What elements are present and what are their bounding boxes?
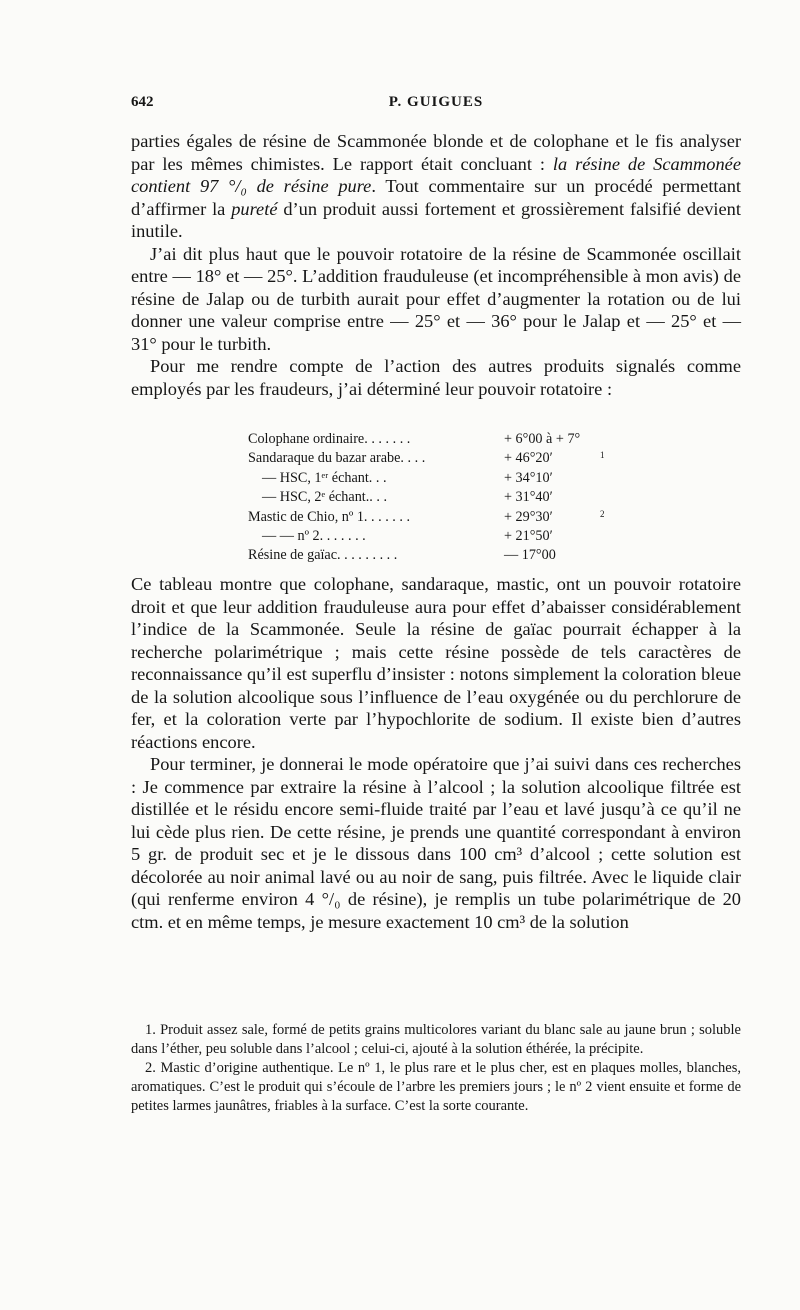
table-row	[248, 527, 668, 546]
footnote-2: 2. Mastic d’origine authentique. Le nº 1, le plus rare et le plus cher, est en plaques molles, blanches, aromatiques. C’est le produit qui s’écoule de l’arbre les premiers jours ; le nº 2 vient ensuite et forme de petites larmes jaunâtres, friables à la surface. C’est la sorte courante.	[131, 1060, 741, 1114]
table-row	[248, 546, 668, 565]
body-text-upper	[131, 130, 741, 400]
page-header	[131, 94, 741, 116]
paragraph-1-italic-a: la résine de Scammonée contient 97 °/₀ de résine pure	[131, 153, 741, 196]
paragraph-1-text-a: parties égales de résine de Scammonée blonde et de colophane et le fis analyser par les mêmes chimistes. Le rapport était concluant :	[131, 131, 741, 174]
paragraph-2: J’ai dit plus haut que le pouvoir rotatoire de la résine de Scammonée oscillait entre — 18° et — 25°. L’addition frauduleuse (et incompréhensible à mon avis) de résine de Jalap ou de turbith aurait pour effet d’augmenter la rotation ou de lui donner une valeur comprise entre — 25° et — 36° pour le Jalap et — 25° et — 31° pour le turbith.	[131, 243, 741, 354]
table-row	[248, 488, 668, 507]
table-row-note: 2	[600, 508, 605, 519]
table-row-name: Colophane ordinaire. . . . . . .	[248, 431, 411, 447]
table-row-value: — 17°00	[504, 547, 556, 564]
table-row-value: + 34°10′	[504, 469, 553, 486]
table-row	[248, 449, 668, 468]
paragraph-3: Pour me rendre compte de l’action des autres produits signalés comme employés par les fraudeurs, j’ai déterminé leur pouvoir rotatoire :	[131, 356, 741, 399]
table-row	[248, 430, 668, 449]
body-text-lower	[131, 573, 741, 933]
table-row-name: — — nº 2. . . . . . .	[262, 527, 366, 544]
footnote-1: 1. Produit assez sale, formé de petits grains multicolores variant du blanc sale au jaune brun ; soluble dans l’éther, peu soluble dans l’alcool ; celui-ci, ajouté à la solution éthérée, la précipite.	[131, 1022, 741, 1057]
running-head: P. GUIGUES	[388, 94, 484, 110]
paragraph-1-text-c: d’un produit aussi fortement et grossièrement falsifié devient inutile.	[131, 198, 741, 241]
table-row-value: + 29°30′	[504, 508, 553, 525]
rotation-table	[248, 430, 668, 566]
table-row-name: Mastic de Chio, nº 1. . . . . . .	[248, 508, 411, 525]
page-number: 642	[131, 94, 154, 110]
table-row-note: 1	[600, 450, 605, 461]
table-row	[248, 469, 668, 488]
table-row-name: Sandaraque du bazar arabe. . . .	[248, 450, 426, 467]
paragraph-4: Ce tableau montre que colophane, sandaraque, mastic, ont un pouvoir rotatoire droit et que leur addition frauduleuse aura pour effet d’abaisser considérablement l’indice de la Scammonée. Seule la résine de gaïac pourrait échapper à la recherche polarimétrique ; mais cette résine possède de tels caractères de reconnaissance qu’il est superflu d’insister : notons simplement la coloration bleue de la solution alcoolique sous l’influence de l’eau oxygénée ou du perchlorure de fer, et la coloration verte par l’hypochlorite de sodium. Il existe bien d’autres réactions encore.	[131, 574, 741, 752]
table-row-value: + 21°50′	[504, 527, 553, 544]
paragraph-1-text-b: . Tout commentaire sur un procédé permettant d’affirmer la	[131, 176, 742, 219]
footnotes	[131, 1021, 741, 1116]
paragraph-1-italic-b: pureté	[231, 198, 278, 219]
table-row-name: — HSC, 2ᵉ échant.. . .	[262, 489, 388, 506]
table-row-name: Résine de gaïac. . . . . . . . .	[248, 547, 398, 564]
table-row-name: — HSC, 1ᵉʳ échant. . .	[262, 469, 387, 486]
paragraph-1	[131, 130, 741, 243]
paragraph-5: Pour terminer, je donnerai le mode opératoire que j’ai suivi dans ces recherches : Je commence par extraire la résine à l’alcool ; la solution alcoolique filtrée est distillée et le résidu encore semi-fluide traité par l’eau et lavé jusqu’à ce qu’il ne lui cède plus rien. De cette résine, je prends une quantité correspondant à environ 5 gr. de produit sec et je le dissous dans 100 cm³ d’alcool ; cette solution est décolorée au noir animal lavé ou au noir de sang, puis filtrée. Avec le liquide clair (qui renferme environ 4 °/₀ de résine), je remplis un tube polarimétrique de 20 ctm. et en même temps, je mesure exactement 10 cm³ de la solution	[131, 754, 741, 932]
table-row-value: + 6°00 à + 7°	[504, 431, 581, 447]
table-row-value: + 46°20′	[504, 450, 553, 467]
table-row-value: + 31°40′	[504, 489, 553, 506]
table-row	[248, 508, 668, 527]
